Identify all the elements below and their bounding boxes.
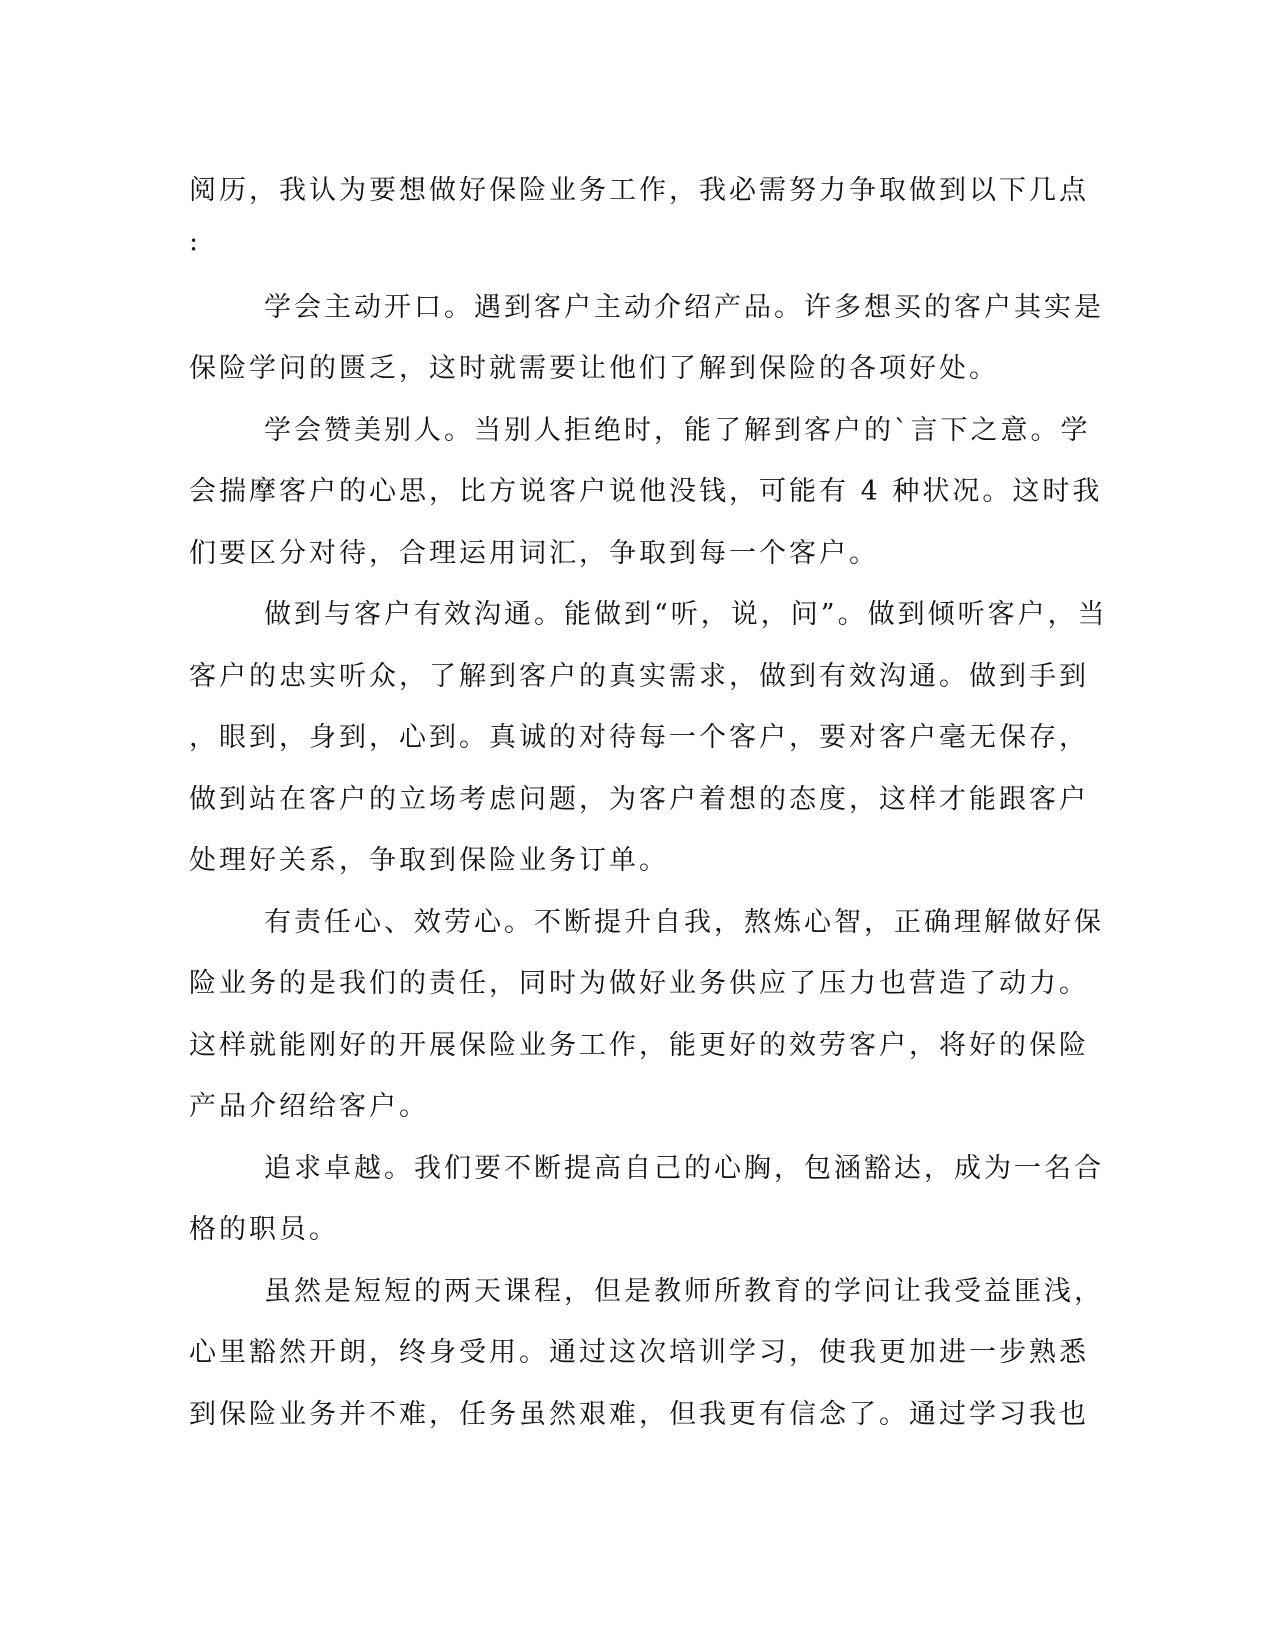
text-line: 险业务的是我们的责任，同时为做好业务供应了压力也营造了动力。 bbox=[189, 968, 1089, 999]
paragraph-start-line: 学会主动开口。遇到客户主动介绍产品。许多想买的客户其实是 bbox=[264, 291, 1104, 323]
text-line: 会揣摩客户的心思，比方说客户说他没钱，可能有 4 种状况。这时我 bbox=[189, 476, 1103, 507]
document-body bbox=[189, 160, 1108, 1445]
text-line: 阅历，我认为要想做好保险业务工作，我必需努力争取做到以下几点 bbox=[189, 175, 1089, 206]
text-line: 心里豁然开朗，终身受用。通过这次培训学习，使我更加进一步熟悉 bbox=[189, 1337, 1089, 1368]
text-line: 处理好关系，争取到保险业务订单。 bbox=[189, 845, 669, 876]
paragraph-start-line: 追求卓越。我们要不断提高自己的心胸，包涵豁达，成为一名合 bbox=[264, 1152, 1104, 1184]
text-line: 保险学问的匮乏，这时就需要让他们了解到保险的各项好处。 bbox=[189, 353, 999, 384]
text-line: 这样就能刚好的开展保险业务工作，能更好的效劳客户，将好的保险 bbox=[189, 1029, 1089, 1061]
text-line: 做到站在客户的立场考虑问题，为客户着想的态度，这样才能跟客户 bbox=[189, 783, 1089, 815]
text-line: ，眼到，身到，心到。真诚的对待每一个客户，要对客户毫无保存， bbox=[189, 722, 1089, 753]
paragraph-start-line: 虽然是短短的两天课程，但是教师所教育的学问让我受益匪浅， bbox=[264, 1275, 1104, 1307]
paragraph-start-line: 有责任心、效劳心。不断提升自我，熬炼心智，正确理解做好保 bbox=[264, 906, 1104, 938]
text-line: 到保险业务并不难，任务虽然艰难，但我更有信念了。通过学习我也 bbox=[189, 1398, 1089, 1430]
text-line: 产品介绍给客户。 bbox=[189, 1091, 429, 1122]
text-line: 们要区分对待，合理运用词汇，争取到每一个客户。 bbox=[189, 537, 879, 569]
text-line: : bbox=[189, 225, 202, 257]
text-line: 客户的忠实听众，了解到客户的真实需求，做到有效沟通。做到手到 bbox=[189, 660, 1089, 692]
text-line: 格的职员。 bbox=[189, 1214, 339, 1245]
paragraph-start-line: 学会赞美别人。当别人拒绝时，能了解到客户的`言下之意。学 bbox=[264, 414, 1091, 446]
paragraph-start-line: 做到与客户有效沟通。能做到“听，说，问”。做到倾听客户，当 bbox=[264, 599, 1108, 630]
